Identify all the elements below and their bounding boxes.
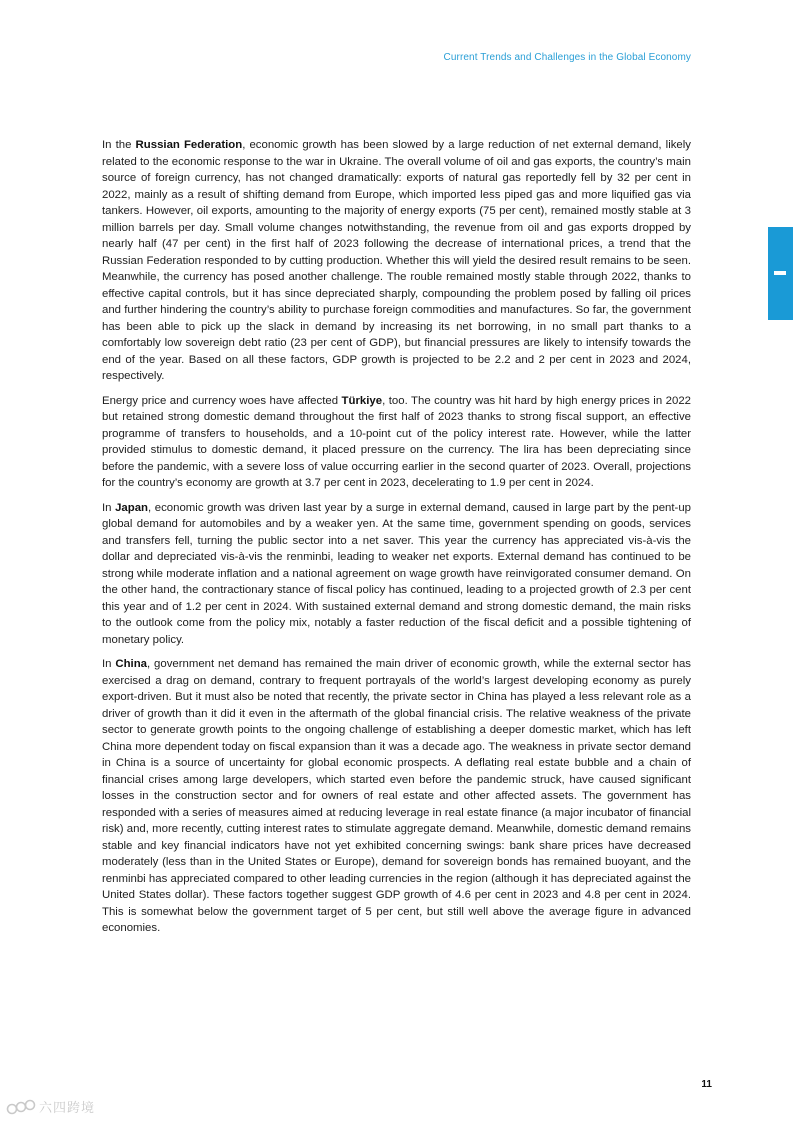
watermark-logo-icon xyxy=(6,1098,36,1116)
country-name-russian-federation: Russian Federation xyxy=(135,139,243,151)
paragraph-japan xyxy=(102,500,691,649)
paragraph-lead-in: In xyxy=(102,501,116,514)
body-text xyxy=(102,137,691,945)
chapter-side-tab xyxy=(768,227,793,320)
paragraph-lead-in: In xyxy=(102,658,116,670)
paragraph-body: , economic growth was driven last year by a surge in external demand, caused in large part by the pent-up global demand for automobiles and by a weaker yen. At the same time, government spending on goods, services and transfers fell, turning the public sector into a net saver. This year the currency has appreciated vis-à-vis the dollar and depreciated vis-à-vis the renminbi, leading to weaker net exports. External demand has continued to be strong while moderate inflation and a national agreement on wage growth have reinvigorated consumer demand. On the other hand, the contractionary stance of fiscal policy has continued, leading to a projected growth of 2.3 per cent this year and of 1.2 per cent in 2024. With sustained external demand and strong domestic demand, the main risks to the outlook come from the policy mix, notably a faster reduction of the fiscal deficit and a possible tightening of monetary policy. xyxy=(102,501,691,646)
watermark xyxy=(6,1097,95,1116)
paragraph-body: , government net demand has remained the main driver of economic growth, while the external sector has exercised a drag on demand, contrary to frequent portrayals of the world’s largest developing economy as purely export-driven. But it must also be noted that recently, the private sector in China has played a less relevant role as a driver of growth than it did it even in the aftermath of the global financial crisis. The relative weakness of the private sector to generate growth points to the ongoing challenge of establishing a deeper domestic market, which has left China more dependent today on fiscal expansion than it was a decade ago. The weakness in private sector demand in China is a source of uncertainty for global economic prospects. A deflating real estate bubble and a chain of financial crises among large developers, which started even before the pandemic struck, have caused significant losses in the construction sector and for owners of real estate and other affected assets. The government has responded with a series of measures aimed at reducing leverage in real estate finance (a major incubator of financial risk) and, more recently, cutting interest rates to stimulate aggregate demand. Meanwhile, domestic demand remains stable and key financial indicators have not yet exhibited concerning swings: bank share prices have decreased moderately (less than in the United States or Europe), demand for sovereign bonds has remained buoyant, and the renminbi has appreciated compared to other leading currencies in the region (although it has depreciated against the United States dollar). These factors together suggest GDP growth of 4.6 per cent in 2023 and 4.8 per cent in 2024. This is somewhat below the government target of 5 per cent, but still well above the average figure in advanced economies. xyxy=(102,658,692,934)
paragraph-turkiye xyxy=(102,393,691,492)
running-header: Current Trends and Challenges in the Global Economy xyxy=(443,52,691,63)
country-name-china: China xyxy=(115,658,148,670)
paragraph-body: , economic growth has been slowed by a large reduction of net external demand, likely related to the economic response to the war in Ukraine. The overall volume of oil and gas exports, the country’s main source of foreign currency, has not changed dramatically: exports of natural gas reportedly fell by 32 per cent in 2022, mainly as a result of shifting demand from Europe, which imported less piped gas and more liquified gas via tankers. However, oil exports, amounting to the majority of energy exports (75 per cent), remained mostly stable at 3 million barrels per day. Small volume changes notwithstanding, the revenue from oil and gas exports dropped by nearly half (47 per cent) in the first half of 2023 following the decrease of international prices, a trend that the Russian Federation responded to by cutting production. Whether this will yield the desired result remains to be seen. Meanwhile, the currency has posed another challenge. The rouble remained mostly stable through 2022, thanks to effective capital controls, but it has since depreciated sharply, compounding the problem posed by falling oil prices and further hindering the country’s ability to purchase foreign commodities and manufactures. So far, the government has been able to pick up the slack in demand by increasing its net borrowing, in no small part thanks to a comfortably low sovereign debt ratio (23 per cent of GDP), but financial pressures are likely to intensify towards the end of the year. Based on all these factors, GDP growth is projected to be 2.2 and 2 per cent in 2023 and 2024, respectively. xyxy=(102,139,691,382)
paragraph-russian-federation xyxy=(102,137,691,385)
country-name-japan: Japan xyxy=(115,501,149,514)
paragraph-lead-in: In the xyxy=(102,139,136,151)
country-name-turkiye: Türkiye xyxy=(341,394,383,407)
paragraph-lead-in: Energy price and currency woes have affected xyxy=(102,394,342,407)
paragraph-body: , too. The country was hit hard by high energy prices in 2022 but retained strong domestic demand throughout the first half of 2023 thanks to strong fiscal support, an effective programme of transfers to households, and a 10-point cut of the policy interest rate. However, while the latter provided stimulus to domestic demand, it placed pressure on the currency. The lira has been depreciating since before the pandemic, with a severe loss of value occurring earlier in the second quarter of 2023. Overall, projections for the country’s economy are growth at 3.7 per cent in 2023, decelerating to 1.9 per cent in 2024. xyxy=(102,394,692,489)
watermark-text: 六四跨境 xyxy=(39,1101,96,1116)
chapter-tab-mark xyxy=(774,271,786,275)
page-number: 11 xyxy=(701,1079,712,1090)
paragraph-china xyxy=(102,656,691,937)
